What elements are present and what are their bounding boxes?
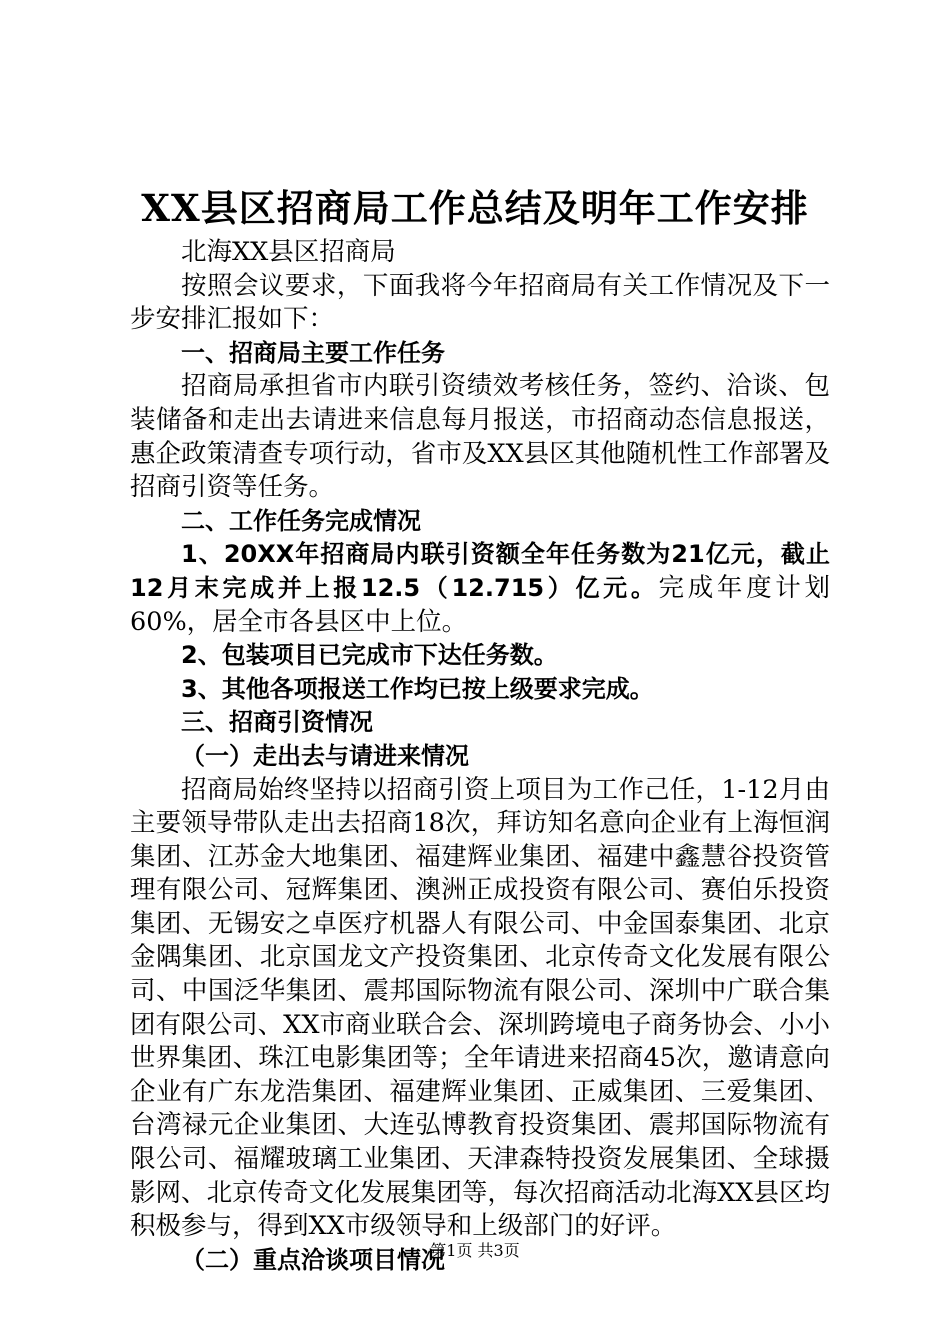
- document-body: [130, 236, 830, 1277]
- item3-paragraph: 3、其他各项报送工作均已按上级要求完成。: [181, 674, 654, 703]
- item1-paragraph: [130, 538, 830, 639]
- item1-rest-text: 完成年度计划60%，居全市各县区中上位。: [130, 572, 830, 637]
- item1-bold-text: 1、20XX年招商局内联引资额全年任务数为21亿元，截止12月末完成并上报12.5（12.715）亿元。: [130, 540, 830, 602]
- item2-paragraph: 2、包装项目已完成市下达任务数。: [181, 641, 558, 670]
- section2-heading: 二、工作任务完成情况: [181, 506, 421, 535]
- author-line: 北海XX县区招商局: [181, 237, 396, 267]
- section1-paragraph: 招商局承担省市内联引资绩效考核任务，签约、洽谈、包装储备和走出去请进来信息每月报送，市招商动态信息报送，惠企政策清查专项行动，省市及XX县区其他随机性工作部署及招商引资等任务。: [130, 371, 830, 503]
- section3-heading: 三、招商引资情况: [181, 708, 373, 737]
- intro-paragraph: 按照会议要求，下面我将今年招商局有关工作情况及下一步安排汇报如下：: [130, 270, 830, 335]
- subsection1-paragraph: 招商局始终坚持以招商引资上项目为工作己任，1-12月由主要领导带队走出去招商18次，拜访知名意向企业有上海恒润集团、江苏金大地集团、福建辉业集团、福建中鑫慧谷投资管理有限公司、冠辉集团、澳洲正成投资有限公司、赛伯乐投资集团、无锡安之卓医疗机器人有限公司、中金国泰集团、北京金隅集团、北京国龙文产投资集团、北京传奇文化发展有限公司、中国泛华集团、震邦国际物流有限公司、深圳中广联合集团有限公司、XX市商业联合会、深圳跨境电子商务协会、小小世界集团、珠江电影集团等；全年请进来招商45次，邀请意向企业有广东龙浩集团、福建辉业集团、正威集团、三爱集团、台湾禄元企业集团、大连弘博教育投资集团、震邦国际物流有限公司、福耀玻璃工业集团、天津森特投资发展集团、全球摄影网、北京传奇文化发展集团等，每次招商活动北海XX县区均积极参与，得到XX市级领导和上级部门的好评。: [130, 774, 830, 1242]
- page-number-footer: 第1页 共3页: [430, 1241, 520, 1260]
- subsection2-heading: （二）重点洽谈项目情况: [181, 1245, 445, 1274]
- section1-heading: 一、招商局主要工作任务: [181, 338, 445, 367]
- subsection1-heading: （一）走出去与请进来情况: [181, 741, 469, 770]
- document-title: XX县区招商局工作总结及明年工作安排: [141, 186, 809, 230]
